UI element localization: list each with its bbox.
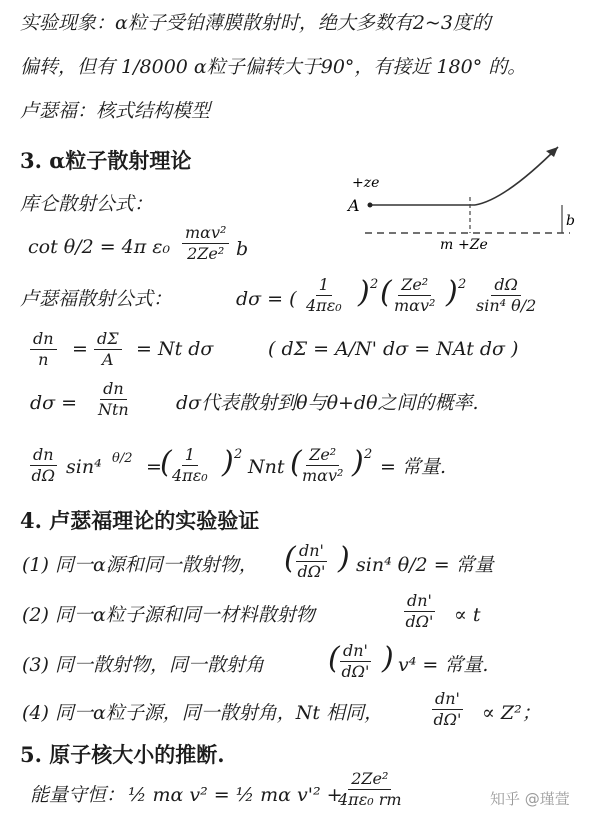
eq-sign-1: =: [72, 338, 88, 360]
arrow-head: [546, 147, 558, 157]
scattering-diagram: [340, 135, 580, 255]
coulomb-fraction: [182, 224, 229, 262]
v1-paren-open: (: [284, 541, 296, 576]
dn-over-n-num: dn: [30, 330, 57, 350]
rf-domega-num: dΩ: [491, 276, 521, 296]
verification-4: (4) 同一α粒子源，同一散射角，Nt 相同，: [22, 702, 384, 724]
dn-over-Ntn-num: dn: [100, 380, 127, 400]
c-inv4pi-num: 1: [182, 446, 198, 466]
charge-left-label: +ze: [352, 175, 380, 191]
coulomb-fraction-num: mαv²: [182, 224, 229, 244]
v1-frac: [296, 542, 327, 580]
rutherford-formula-label: 卢瑟福散射公式：: [20, 288, 173, 310]
verification-3: (3) 同一散射物，同一散射角: [22, 654, 264, 676]
c-paren-close-2: ): [352, 445, 364, 480]
v3-frac-num: dn': [340, 642, 371, 662]
c-inv4pi-den: 4πε₀: [172, 465, 208, 485]
c-ze2-den: mαv²: [302, 465, 344, 485]
dn-over-dOmega: [30, 446, 57, 484]
coulomb-fraction-den: 2Ze²: [187, 243, 225, 263]
rf-inv4pi: [306, 276, 342, 314]
dn-over-dOmega-num: dn: [30, 446, 57, 466]
v2-frac-num: dn': [404, 592, 435, 612]
label-b: b: [566, 213, 575, 229]
v1-frac-num: dn': [296, 542, 327, 562]
dn-over-n: [30, 330, 57, 368]
v1-frac-den: dΩ': [297, 561, 326, 581]
dn-over-Ntn: [98, 380, 129, 418]
v2-frac: [404, 592, 435, 630]
verification-1: (1) 同一α源和同一散射物，: [22, 554, 258, 576]
section-4-title: 4. 卢瑟福理论的实验验证: [20, 508, 260, 533]
energy-fraction-num: 2Ze²: [348, 770, 391, 790]
v3-frac: [340, 642, 371, 680]
rf-paren-open-2: (: [380, 275, 392, 310]
rf-square-2: 2: [458, 277, 467, 292]
phenomenon-line-1: 实验现象：α粒子受铂薄膜散射时，绝大多数有2~3度的: [20, 12, 491, 34]
particle-point: [368, 203, 373, 208]
verification-4-tail: ∝ Z²；: [482, 702, 541, 724]
c-ze2: [302, 446, 343, 484]
sin4-term: sin⁴: [66, 456, 102, 478]
v4-frac: [432, 690, 463, 728]
c-nnt: Nnt: [248, 456, 285, 478]
v4-frac-num: dn': [432, 690, 463, 710]
rf-domega: [476, 276, 536, 314]
c-square-2: 2: [364, 447, 373, 462]
verification-1-tail: sin⁴ θ/2 = 常量: [356, 554, 494, 576]
c-square-1: 2: [234, 447, 243, 462]
energy-fraction-den: 4πε₀ rm: [338, 789, 402, 809]
coulomb-label: 库仑散射公式：: [20, 193, 154, 215]
point-a-label: A: [348, 196, 360, 215]
rf-paren-close: ): [358, 275, 370, 310]
dsigma-def-lhs: dσ =: [30, 392, 78, 414]
section-5-title: 5. 原子核大小的推断.: [20, 742, 225, 767]
energy-equation: ½ mα v² = ½ mα v'² +: [128, 784, 343, 806]
phenomenon-line-2: 偏转，但有 1/8000 α粒子偏转大于90°，有接近 180° 的。: [20, 56, 527, 78]
constant-word: = 常量.: [380, 456, 446, 478]
sin4-half: θ/2: [112, 451, 133, 466]
dSigma-over-A-den: A: [102, 349, 114, 369]
dsigma-meaning: dσ代表散射到θ与θ+dθ之间的概率.: [176, 392, 479, 414]
c-paren-open: (: [160, 445, 172, 480]
dsigma-prefix: dσ = (: [236, 288, 297, 310]
c-inv4pi: [172, 446, 208, 484]
rutherford-model-line: 卢瑟福：核式结构模型: [20, 100, 211, 122]
rf-inv4pi-den: 4πε₀: [306, 295, 342, 315]
rf-inv4pi-num: 1: [316, 276, 332, 296]
coulomb-b: b: [236, 238, 249, 260]
scattered-path: [475, 147, 558, 205]
watermark: 知乎 @瑾萱: [490, 790, 570, 808]
rf-ze2-num: Ze²: [398, 276, 431, 296]
dsigma-note: ( dΣ = A/N' dσ = NAt dσ ): [268, 338, 519, 360]
c-ze2-num: Ze²: [306, 446, 339, 466]
section-3-title: 3. α粒子散射理论: [20, 148, 192, 173]
v3-paren-open: (: [328, 641, 340, 676]
energy-label: 能量守恒：: [30, 784, 126, 806]
verification-2: (2) 同一α粒子源和同一材料散射物: [22, 604, 315, 626]
dn-over-n-den: n: [38, 349, 49, 369]
energy-fraction: [338, 770, 402, 808]
dSigma-over-A-num: dΣ: [94, 330, 122, 350]
dn-over-dOmega-den: dΩ: [31, 465, 56, 485]
label-m: m: [440, 237, 454, 253]
verification-2-tail: ∝ t: [454, 604, 481, 626]
coulomb-lhs: cot θ/2 = 4π ε₀: [28, 236, 171, 258]
c-paren-close: ): [222, 445, 234, 480]
v4-frac-den: dΩ': [433, 709, 462, 729]
v2-frac-den: dΩ': [405, 611, 434, 631]
rf-ze2: [394, 276, 435, 314]
rf-domega-den: sin⁴ θ/2: [476, 295, 537, 315]
rf-ze2-den: mαv²: [394, 295, 436, 315]
v1-paren-close: ): [338, 541, 350, 576]
dSigma-over-A: [94, 330, 122, 368]
v3-paren-close: ): [382, 641, 394, 676]
verification-3-tail: v⁴ = 常量.: [398, 654, 489, 676]
v3-frac-den: dΩ': [341, 661, 370, 681]
rf-paren-close-2: ): [446, 275, 458, 310]
charge-bottom-label: +Ze: [458, 237, 488, 253]
dn-eq-middle: = Nt dσ: [136, 338, 214, 360]
eq-sign-2: =: [146, 456, 162, 478]
dn-over-Ntn-den: Ntn: [98, 399, 129, 419]
rf-square-1: 2: [370, 277, 379, 292]
c-paren-open-2: (: [290, 445, 302, 480]
